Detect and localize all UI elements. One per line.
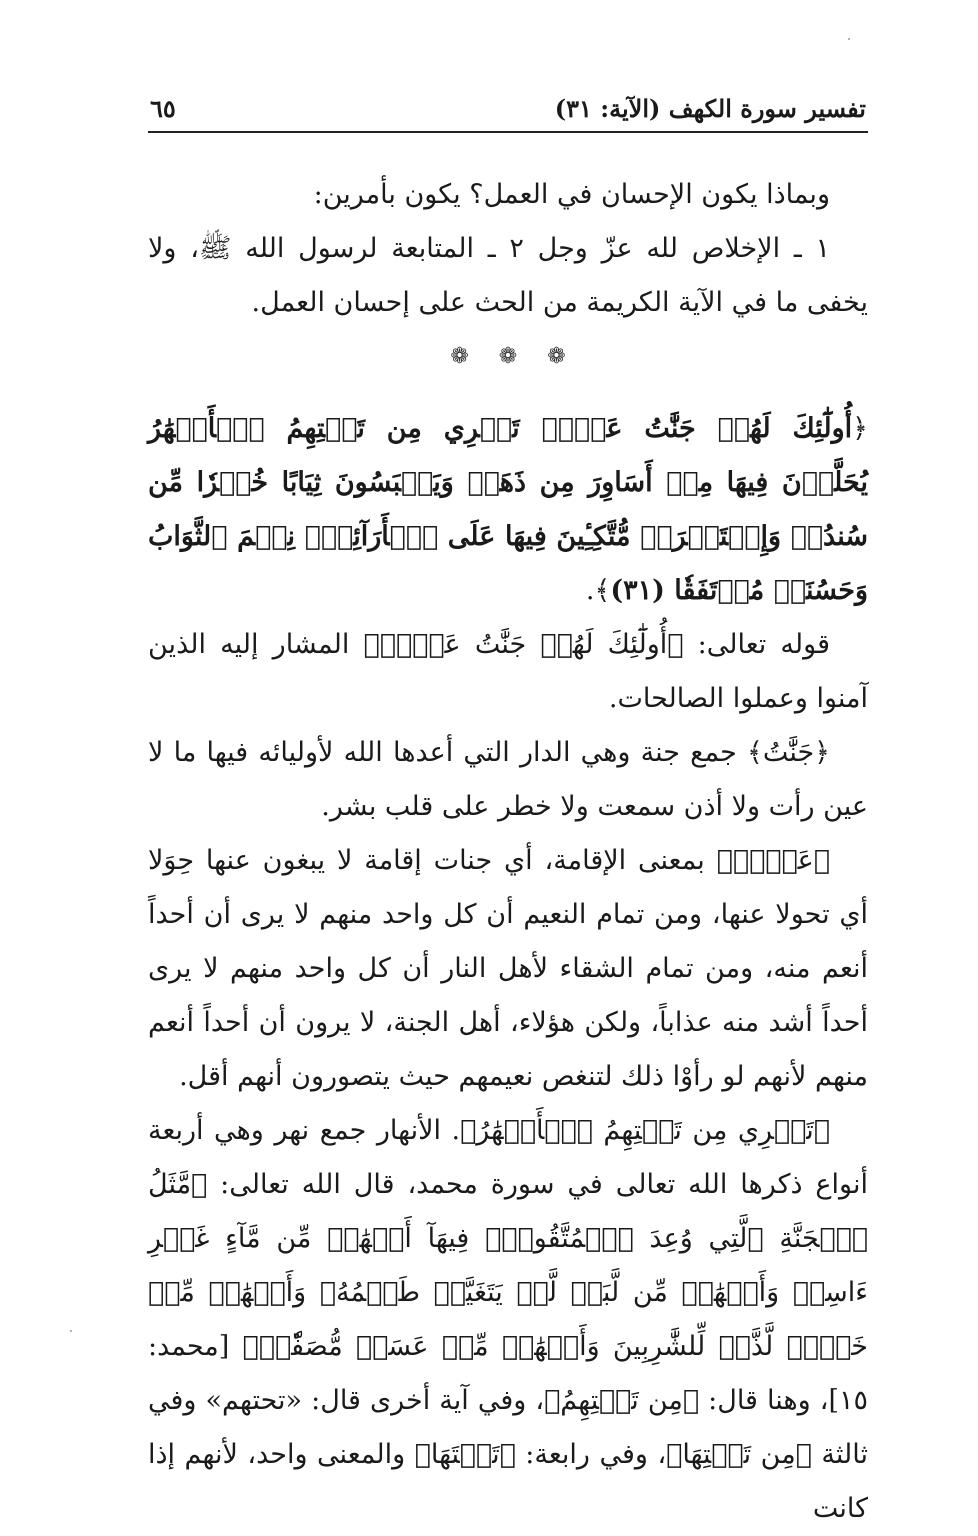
running-title: تفسير سورة الكهف (الآية: ٣١)	[554, 93, 866, 123]
commentary-paragraph-4: ﴿تَجۡرِي مِن تَحۡتِهِمُ ٱلۡأَنۡهَٰرُ﴾. الأنهار جمع نهر وهي أربعة أنواع ذكرها الله تعالى في سورة محمد، قال الله تعالى: ﴿مَّثَلُ ٱلۡجَنَّةِ ٱلَّتِي وُعِدَ ٱلۡمُتَّقُونَۖ فِيهَآ أَنۡهَٰرٞ مِّن مَّآءٍ غَيۡرِ ءَاسِنٖ وَأَنۡهَٰرٞ مِّن لَّبَنٖ لَّمۡ يَتَغَيَّرۡ طَعۡمُهُۥ وَأَنۡهَٰرٞ مِّنۡ خَمۡرٖ لَّذَّةٖ لِّلشَّٰرِبِينَ وَأَنۡهَٰرٞ مِّنۡ عَسَلٖ مُّصَفّٗىۖ﴾ [محمد: ١٥]، وهنا قال: ﴿مِن تَحۡتِهِمُ﴾، وفي آية أخرى قال: «تحتهم» وفي ثالثة ﴿مِن تَحۡتِهَا﴾، وفي رابعة: ﴿تَحۡتَهَا﴾ والمعنى واحد، لأنهم إذا كانت	[148, 1115, 868, 1524]
scan-speck	[848, 38, 850, 40]
paragraph-two-conditions: ١ ـ الإخلاص لله عزّ وجل ٢ ـ المتابعة لرسول الله ﷺ، ولا يخفى ما في الآية الكريمة من الحث على إحسان العمل.	[148, 233, 868, 318]
ornament-icon: ❁	[547, 344, 566, 369]
page-body	[148, 168, 868, 1536]
scan-speck	[70, 1330, 72, 1332]
page-number: ٦٥	[150, 93, 176, 123]
paragraph-intro: وبماذا يكون الإحسان في العمل؟ يكون بأمرين:	[313, 179, 830, 210]
section-divider	[148, 330, 868, 384]
verse-text	[148, 402, 868, 618]
ornament-icon: ❁	[498, 344, 518, 369]
verse-close-bracket: ﴾.	[585, 575, 611, 606]
page-header	[150, 88, 866, 128]
quran-verse	[148, 402, 868, 618]
commentary-paragraph-3: ﴿عَدۡنٖ﴾ بمعنى الإقامة، أي جنات إقامة لا يبغون عنها حِوَلا أي تحولا عنها، ومن تمام النعيم أن كل واحد منهم لا يرى أن أحداً أنعم منه، ومن تمام الشقاء لأهل النار أن كل واحد منهم لا يرى أحداً أشد منه عذاباً، ولكن هؤلاء، أهل الجنة، لا يرون أن أحداً أنعم منهم لأنهم لو رأوْا ذلك لتنغص نعيمهم حيث يتصورون أنهم أقل.	[148, 845, 868, 1092]
commentary-paragraph-2: ﴿جَنَّٰتُ﴾ جمع جنة وهي الدار التي أعدها الله لأوليائه فيها ما لا عين رأت ولا أذن سمعت ولا خطر على قلب بشر.	[148, 737, 868, 822]
verse-open-bracket: ﴿	[852, 413, 868, 444]
verse-body: أُولَٰٓئِكَ لَهُمۡ جَنَّٰتُ عَدۡنٖ تَجۡرِي مِن تَحۡتِهِمُ ٱلۡأَنۡهَٰرُ يُحَلَّوۡنَ فِيهَا مِنۡ أَسَاوِرَ مِن ذَهَبٖ وَيَلۡبَسُونَ ثِيَابًا خُضۡرٗا مِّن سُندُسٖ وَإِسۡتَبۡرَقٖ مُّتَّكِـِٔينَ فِيهَا عَلَى ٱلۡأَرَآئِكِۚ نِعۡمَ ٱلثَّوَابُ وَحَسُنَتۡ مُرۡتَفَقٗا	[148, 413, 868, 606]
header-rule	[148, 131, 868, 133]
ayah-number: (٣١)	[610, 575, 665, 606]
commentary-paragraph-1: قوله تعالى: ﴿أُولَٰٓئِكَ لَهُمۡ جَنَّٰتُ عَدۡنٖ﴾ المشار إليه الذين آمنوا وعملوا الصالحات.	[148, 629, 868, 714]
ornament-icon: ❁	[450, 344, 469, 369]
